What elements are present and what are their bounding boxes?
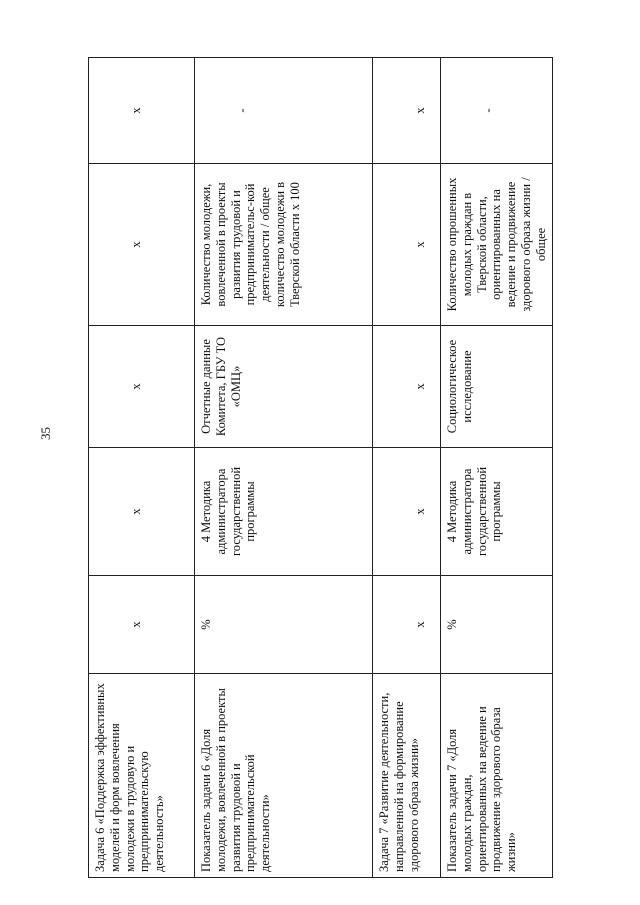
rotated-page [88, 58, 548, 878]
page-number: 35 [38, 427, 53, 440]
method-cell: 4 Методика администратора государственной программы [195, 448, 373, 576]
method-cell: х [89, 448, 195, 576]
source-cell: Социологическое исследование [441, 326, 553, 448]
unit-cell: х [373, 576, 441, 674]
table-row [89, 58, 195, 878]
indicator-name-cell: Показатель задачи 6 «Доля молодежи, вовлеченной в проекты развития трудовой и предпринимательской деятельности» [195, 674, 373, 878]
value-cell: х [373, 58, 441, 164]
unit-cell: х [89, 576, 195, 674]
value-cell: - [195, 58, 373, 164]
task-name-cell: Задача 6 «Поддержка эффективных моделей и форм вовлечения молодежи в трудовую и предпринимательскую деятельность» [89, 674, 195, 878]
indicators-table [88, 57, 553, 878]
indicator-name-cell: Показатель задачи 7 «Доля молодых граждан, ориентированных на ведение и продвижение здорового образа жизни» [441, 674, 553, 878]
formula-cell: Количество опрошенных молодых граждан в Тверской области, ориентированных на ведение и продвижение здорового образа жизни / общее [441, 164, 553, 326]
value-cell: х [89, 58, 195, 164]
source-cell: Отчетные данные Комитета, ГБУ ТО «ОМЦ» [195, 326, 373, 448]
formula-cell: х [373, 164, 441, 326]
formula-cell: х [89, 164, 195, 326]
unit-cell: % [195, 576, 373, 674]
source-cell: х [89, 326, 195, 448]
method-cell: 4 Методика администратора государственной программы [441, 448, 553, 576]
value-cell: - [441, 58, 553, 164]
table-row [373, 58, 441, 878]
table-row [441, 58, 553, 878]
formula-cell: Количество молодежи, вовлеченной в проекты развития трудовой и предпринимательс-кой деятельности / общее количество молодежи в Тверской области х 100 [195, 164, 373, 326]
table-row [195, 58, 373, 878]
unit-cell: % [441, 576, 553, 674]
task-name-cell: Задача 7 «Развитие деятельности, направленной на формирование здорового образа жизни» [373, 674, 441, 878]
method-cell: х [373, 448, 441, 576]
source-cell: х [373, 326, 441, 448]
